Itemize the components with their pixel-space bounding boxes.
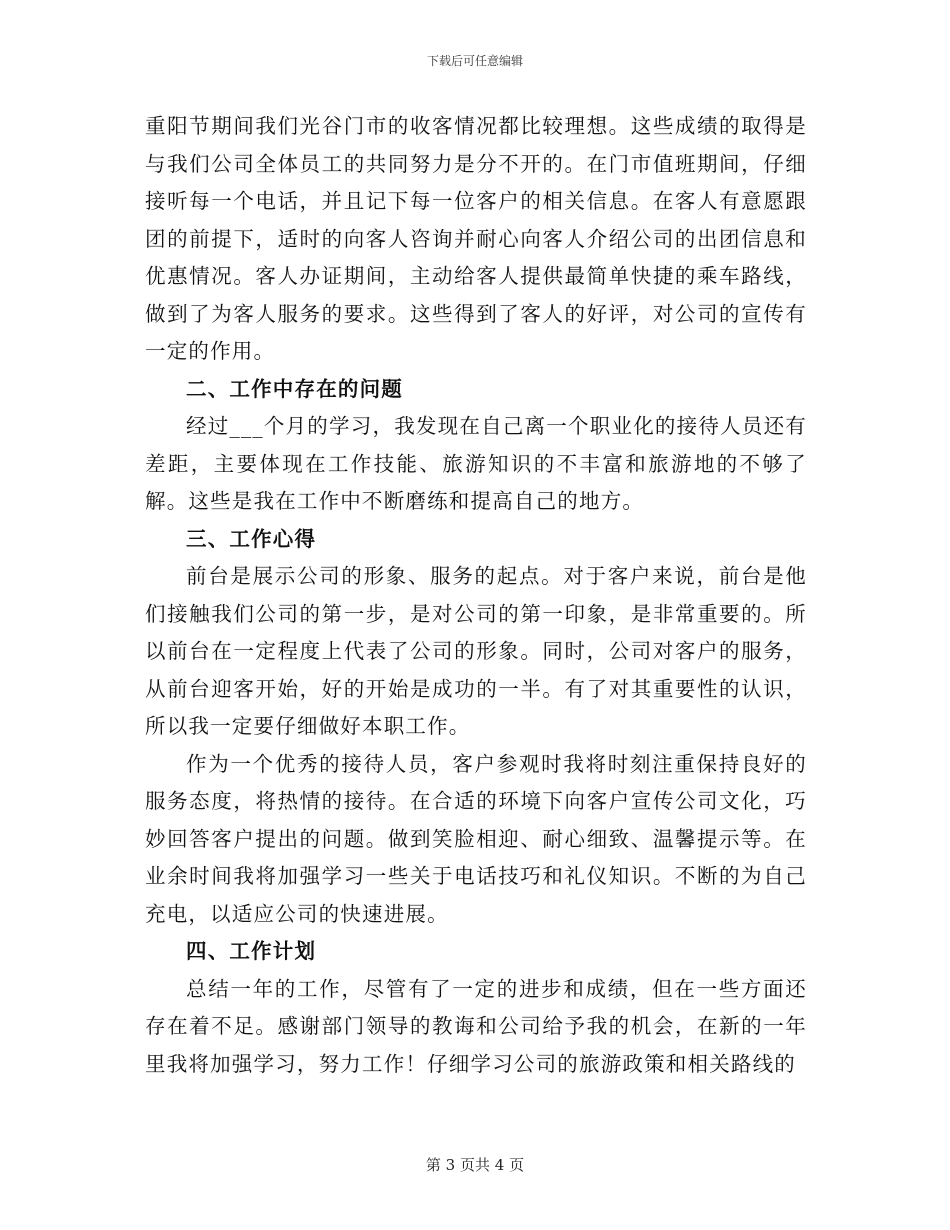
intro-paragraph: 重阳节期间我们光谷门市的收客情况都比较理想。这些成绩的取得是与我们公司全体员工的共同努力是分不开的。在门市值班期间，仔细接听每一个电话，并且记下每一位客户的相关信息。在客人有意愿跟团的前提下，适时的向客人咨询并耐心向客人介绍公司的出团信息和优惠情况。客人办证期间，主动给客人提供最简单快捷的乘车路线，做到了为客人服务的要求。这些得到了客人的好评，对公司的宣传有一定的作用。: [145, 114, 807, 363]
experience-paragraph-1: 前台是展示公司的形象、服务的起点。对于客户来说，前台是他们接触我们公司的第一步，是对公司的第一印象，是非常重要的。所以前台在一定程度上代表了公司的形象。同时，公司对客户的服务，从前台迎客开始，好的开始是成功的一半。有了对其重要性的认识，所以我一定要仔细做好本职工作。: [145, 564, 807, 738]
problems-paragraph: 经过___个月的学习，我发现在自己离一个职业化的接待人员还有差距，主要体现在工作技能、旅游知识的不丰富和旅游地的不够了解。这些是我在工作中不断磨练和提高自己的地方。: [145, 414, 807, 513]
section-heading-plan: 四、工作计划: [186, 939, 317, 963]
document-body: [145, 108, 807, 1083]
page-header: 下载后可任意编辑: [426, 54, 523, 68]
page-number-footer: 第 3 页共 4 页: [425, 1156, 525, 1174]
section-heading-experience: 三、工作心得: [186, 526, 317, 551]
section-heading-problems: 二、工作中存在的问题: [186, 376, 403, 401]
plan-paragraph: 总结一年的工作，尽管有了一定的进步和成绩，但在一些方面还存在着不足。感谢部门领导的教诲和公司给予我的机会，在新的一年里我将加强学习，努力工作！仔细学习公司的旅游政策和相关路线的: [145, 976, 807, 1076]
experience-paragraph-2: 作为一个优秀的接待人员，客户参观时我将时刻注重保持良好的服务态度，将热情的接待。在合适的环境下向客户宣传公司文化，巧妙回答客户提出的问题。做到笑脸相迎、耐心细致、温馨提示等。在业余时间我将加强学习一些关于电话技巧和礼仪知识。不断的为自己充电，以适应公司的快速进展。: [145, 751, 807, 926]
